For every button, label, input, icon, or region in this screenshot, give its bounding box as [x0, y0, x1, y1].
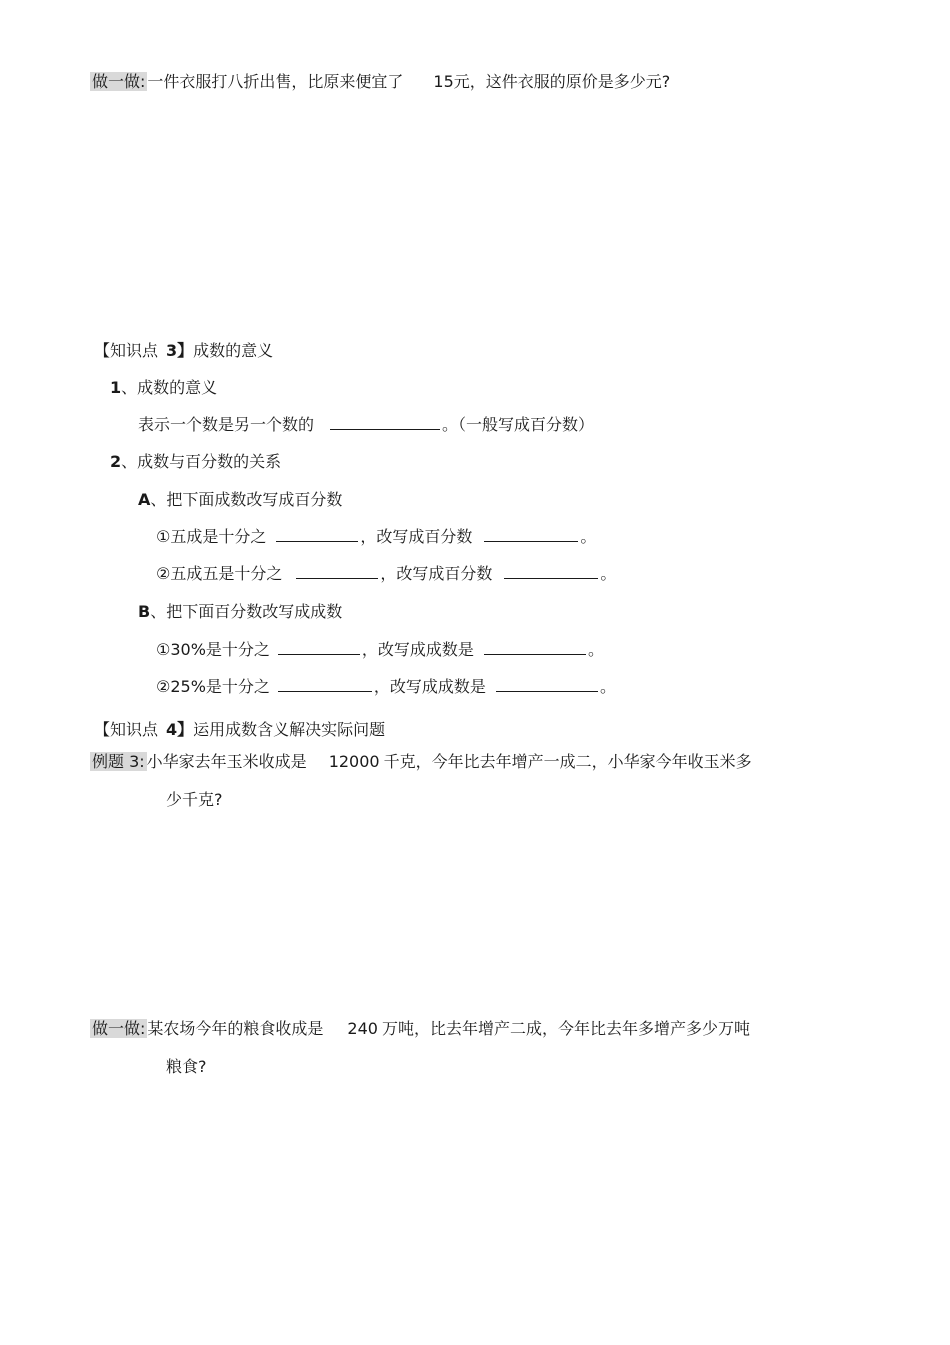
- heading-bracket: 【知识点: [94, 720, 159, 739]
- question-text: ②五成五是十分之: [156, 564, 283, 583]
- item-number: 2: [110, 452, 122, 471]
- practice-tag: 做一做:: [92, 1019, 146, 1038]
- example-tag: 例题 3:: [92, 752, 145, 771]
- kp3-a2: [156, 563, 616, 585]
- sub-text: 、把下面百分数改写成成数: [150, 602, 343, 621]
- kp3-b2: [156, 676, 616, 698]
- question-end: 。: [587, 640, 604, 659]
- example-text-b: 千克，今年比去年增产一成二，小华家今年收玉米多: [383, 752, 752, 771]
- answer-blank[interactable]: [484, 526, 578, 542]
- practice-text: 一件衣服打八折出售，比原来便宜了: [147, 72, 404, 91]
- answer-blank[interactable]: [484, 639, 586, 655]
- question-text-b: ，改写成成数是: [373, 677, 486, 696]
- question-percent: 30%: [170, 640, 206, 659]
- fill-text: 表示一个数是另一个数的: [138, 415, 315, 434]
- question-text: 是十分之: [205, 677, 270, 696]
- sub-letter: A: [138, 490, 151, 509]
- item-text: 、成数的意义: [121, 378, 218, 397]
- practice-2-line-2: [166, 1056, 207, 1078]
- kp3-item-1-fill: [138, 414, 594, 436]
- answer-blank[interactable]: [496, 676, 598, 692]
- question-text-b: ，改写成百分数: [380, 564, 493, 583]
- example-text: 小华家去年玉米收成是: [146, 752, 307, 771]
- question-text-b: ，改写成百分数: [360, 527, 473, 546]
- practice-text-b: 元，这件衣服的原价是多少元?: [453, 72, 671, 91]
- answer-blank[interactable]: [504, 563, 598, 579]
- question-percent: 25%: [170, 677, 206, 696]
- kp3-item-2: [110, 451, 281, 473]
- example-text-continued: 少千克?: [166, 790, 223, 809]
- section-heading-kp3: [94, 340, 273, 362]
- practice-text-b: 万吨，比去年增产二成，今年比去年多增产多少万吨: [381, 1019, 750, 1038]
- question-end: 。: [580, 527, 597, 546]
- heading-bracket-close: 】: [177, 341, 194, 360]
- kp3-sub-a: [138, 489, 342, 511]
- item-text: 、成数与百分数的关系: [121, 452, 282, 471]
- heading-bracket: 【知识点: [94, 341, 159, 360]
- heading-title: 成数的意义: [193, 341, 274, 360]
- question-end: 。: [600, 564, 617, 583]
- sub-text: 、把下面成数改写成百分数: [150, 490, 343, 509]
- heading-title: 运用成数含义解决实际问题: [193, 720, 386, 739]
- question-end: 。: [599, 677, 616, 696]
- heading-bracket-close: 】: [177, 720, 194, 739]
- question-text: ①五成是十分之: [156, 527, 267, 546]
- kp3-sub-b: [138, 601, 342, 623]
- answer-blank[interactable]: [330, 414, 440, 430]
- item-number: 1: [110, 378, 122, 397]
- heading-number: 3: [166, 341, 178, 360]
- kp3-a1: [156, 526, 596, 548]
- practice-1-line: [90, 71, 670, 93]
- answer-blank[interactable]: [278, 676, 372, 692]
- answer-blank[interactable]: [296, 563, 378, 579]
- section-heading-kp4: [94, 719, 385, 741]
- question-text-b: ，改写成成数是: [361, 640, 474, 659]
- practice-2-line: [90, 1018, 750, 1040]
- fill-text-end: 。（一般写成百分数）: [442, 415, 595, 434]
- kp3-item-1: [110, 377, 217, 399]
- kp3-b1: [156, 639, 604, 661]
- heading-number: 4: [166, 720, 178, 739]
- example-3-line: [90, 751, 752, 773]
- answer-blank[interactable]: [276, 526, 358, 542]
- answer-blank[interactable]: [278, 639, 360, 655]
- practice-text: 某农场今年的粮食收成是: [147, 1019, 324, 1038]
- question-mark: ②: [156, 677, 171, 696]
- example-number: 12000: [328, 752, 380, 771]
- practice-text-continued: 粮食?: [166, 1057, 207, 1076]
- example-3-line-2: [166, 789, 223, 811]
- sub-letter: B: [138, 602, 151, 621]
- question-mark: ①: [156, 640, 171, 659]
- practice-number: 240: [347, 1019, 378, 1038]
- practice-tag: 做一做:: [92, 72, 146, 91]
- question-text: 是十分之: [205, 640, 270, 659]
- practice-number: 15: [433, 72, 454, 91]
